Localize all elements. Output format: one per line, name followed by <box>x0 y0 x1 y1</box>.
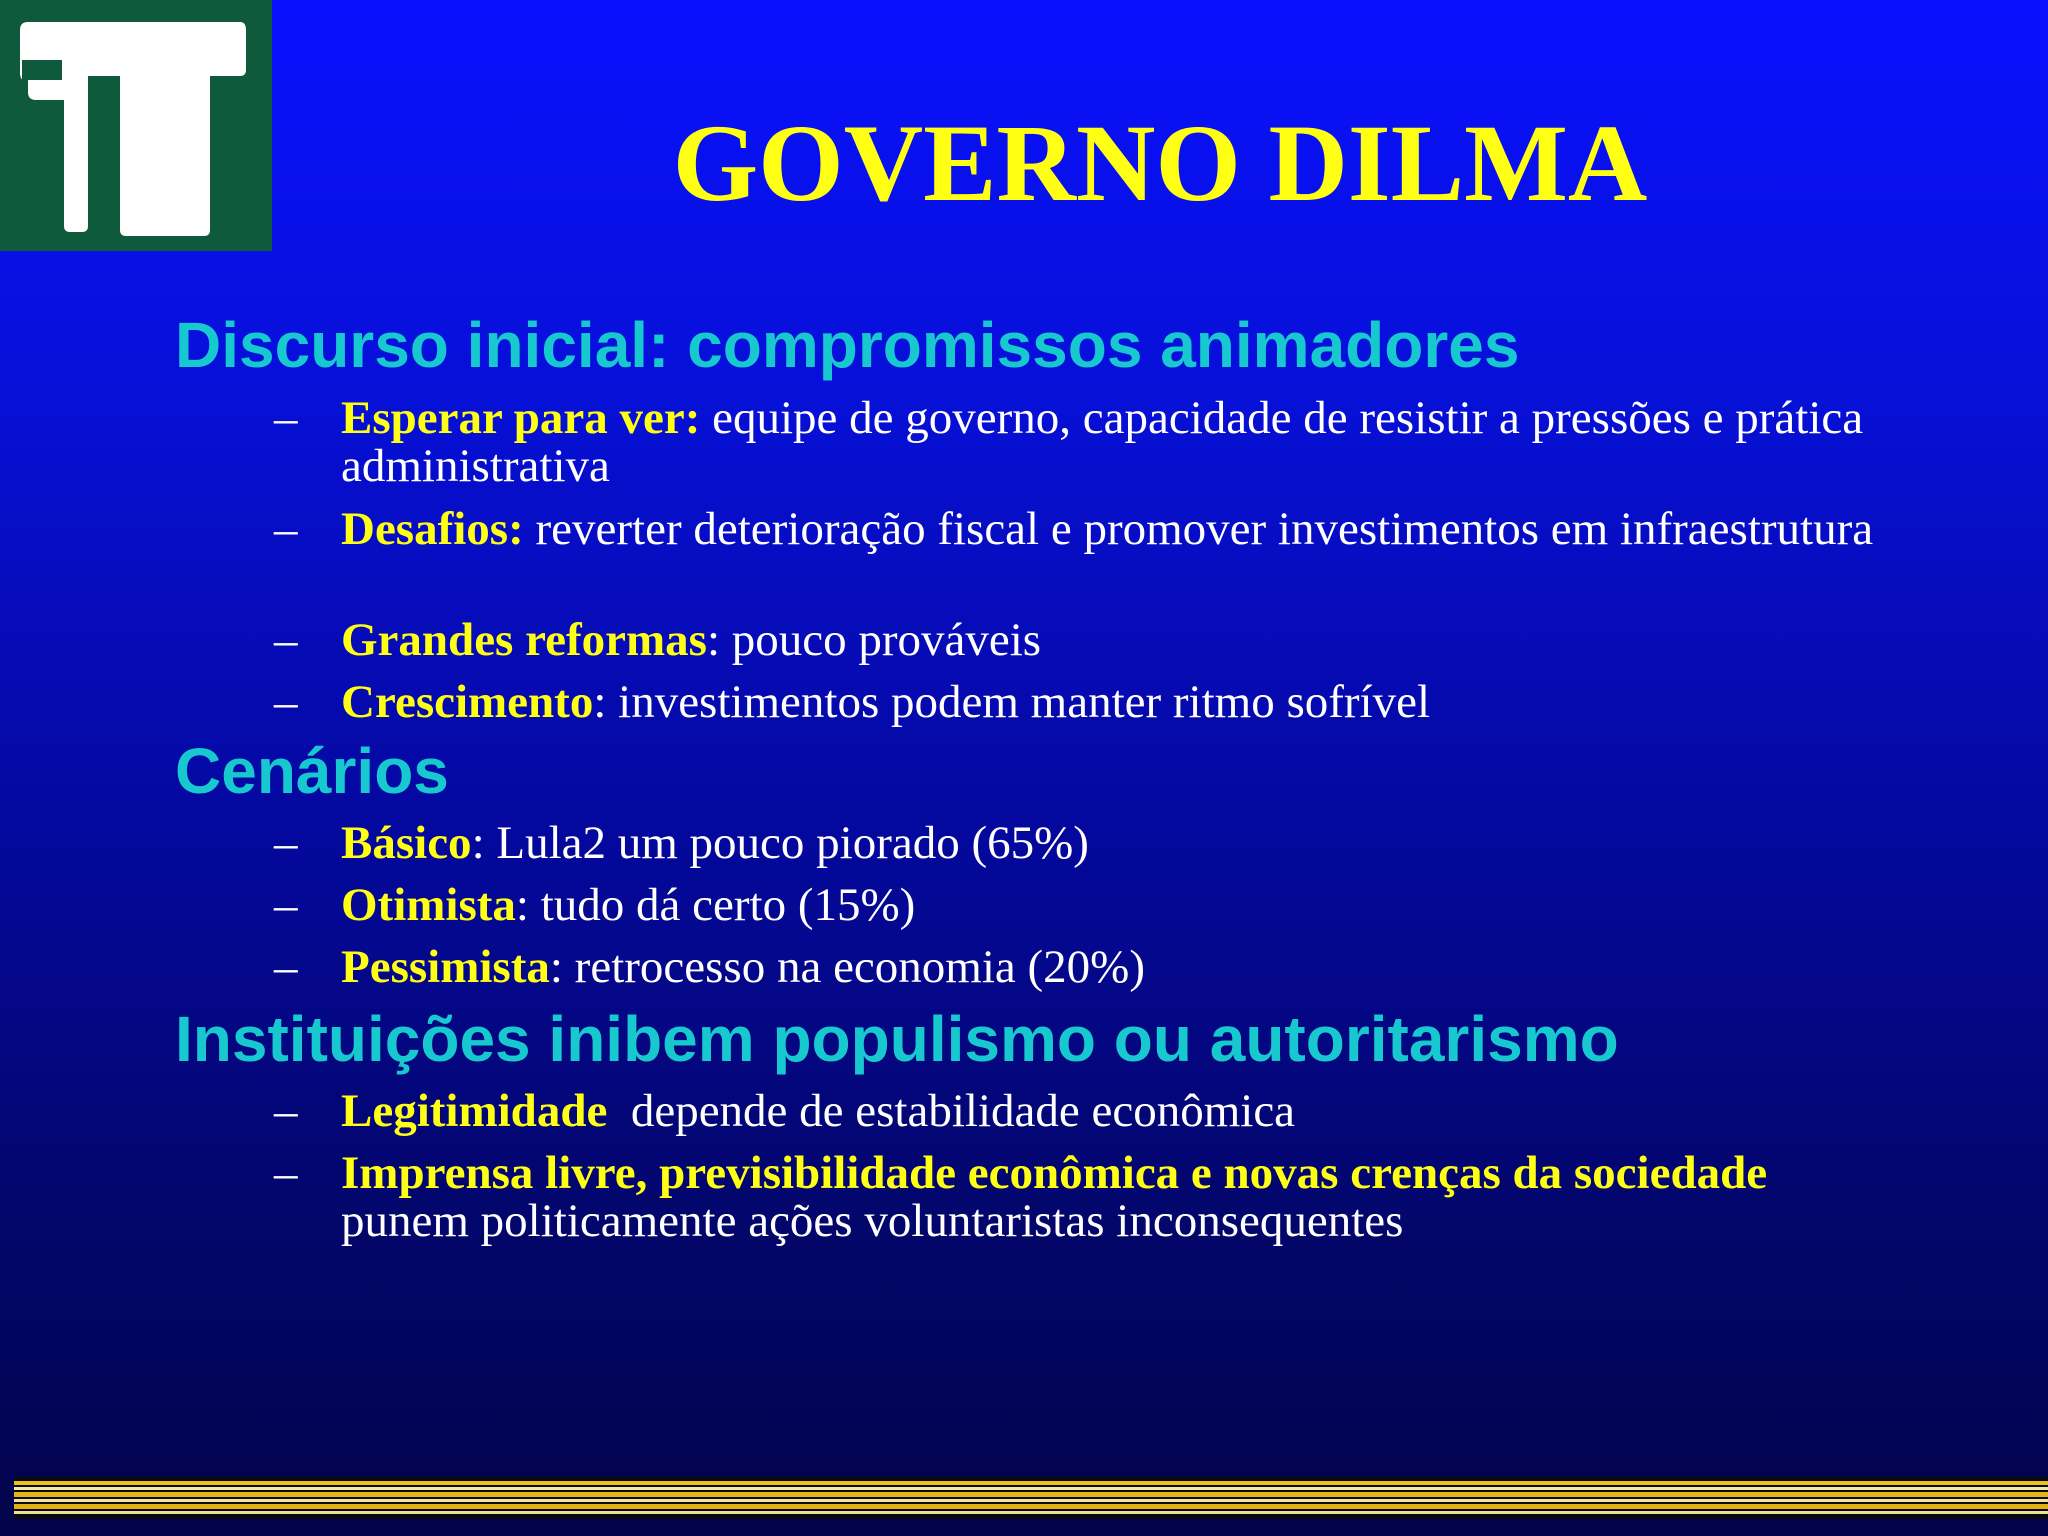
bullet-text: depende de estabilidade econômica <box>607 1085 1296 1137</box>
dash-icon: – <box>274 1147 298 1199</box>
logo <box>0 0 272 251</box>
bullet-keyword: Imprensa livre, previsibilidade econômica e novas crenças da sociedade <box>341 1147 1768 1199</box>
bullet-keyword: Básico <box>341 817 472 869</box>
dash-icon: – <box>274 676 298 728</box>
bullet-keyword: Legitimidade <box>341 1085 608 1137</box>
bullet-crescimento <box>276 678 1941 726</box>
footer-stripes <box>14 1477 2048 1519</box>
dash-icon: – <box>274 817 298 869</box>
bullet-grandes-reformas <box>276 616 1941 664</box>
bullet-keyword: Pessimista <box>341 941 550 993</box>
bullet-legitimidade <box>276 1087 1941 1135</box>
dash-icon: – <box>274 879 298 931</box>
bullet-keyword: Desafios: <box>341 503 524 555</box>
dash-icon: – <box>274 1085 298 1137</box>
bullet-keyword: Otimista <box>341 879 516 931</box>
bullet-text: punem politicamente ações voluntaristas inconsequentes <box>341 1147 1791 1247</box>
footer-stripes-graphic <box>14 1477 2048 1519</box>
bullet-text: equipe de governo, capacidade de resistir a pressões e prática administrativa <box>341 392 1864 492</box>
slide-title: GOVERNO DILMA <box>672 102 1648 224</box>
bullet-text: : tudo dá certo (15%) <box>515 879 916 931</box>
section-heading-discurso: Discurso inicial: compromissos animadores <box>175 309 1520 381</box>
bullet-keyword: Grandes reformas <box>341 614 707 666</box>
bullet-pessimista <box>276 943 1941 991</box>
bullet-imprensa-livre <box>276 1149 1791 1245</box>
bullet-otimista <box>276 881 1941 929</box>
bullet-keyword: Esperar para ver: <box>341 392 701 444</box>
dash-icon: – <box>274 941 298 993</box>
dash-icon: – <box>274 392 298 444</box>
dash-icon: – <box>274 614 298 666</box>
bullet-text: : investimentos podem manter ritmo sofrível <box>593 676 1431 728</box>
bullet-basico <box>276 819 1941 867</box>
dash-icon: – <box>274 503 298 555</box>
bullet-text: : pouco prováveis <box>706 614 1042 666</box>
section-heading-cenarios: Cenários <box>175 735 449 807</box>
bullet-text: reverter deterioração fiscal e promover investimentos em infraestrutura <box>523 503 1874 555</box>
bullet-text: : retrocesso na economia (20%) <box>549 941 1145 993</box>
bullet-text: : Lula2 um pouco piorado (65%) <box>471 817 1089 869</box>
bullet-desafios <box>276 505 1941 553</box>
bullet-esperar <box>276 394 1941 490</box>
section-heading-instituicoes: Instituições inibem populismo ou autoritarismo <box>175 1003 1619 1075</box>
bullet-keyword: Crescimento <box>341 676 594 728</box>
t-emblem-logo-icon <box>0 0 272 251</box>
